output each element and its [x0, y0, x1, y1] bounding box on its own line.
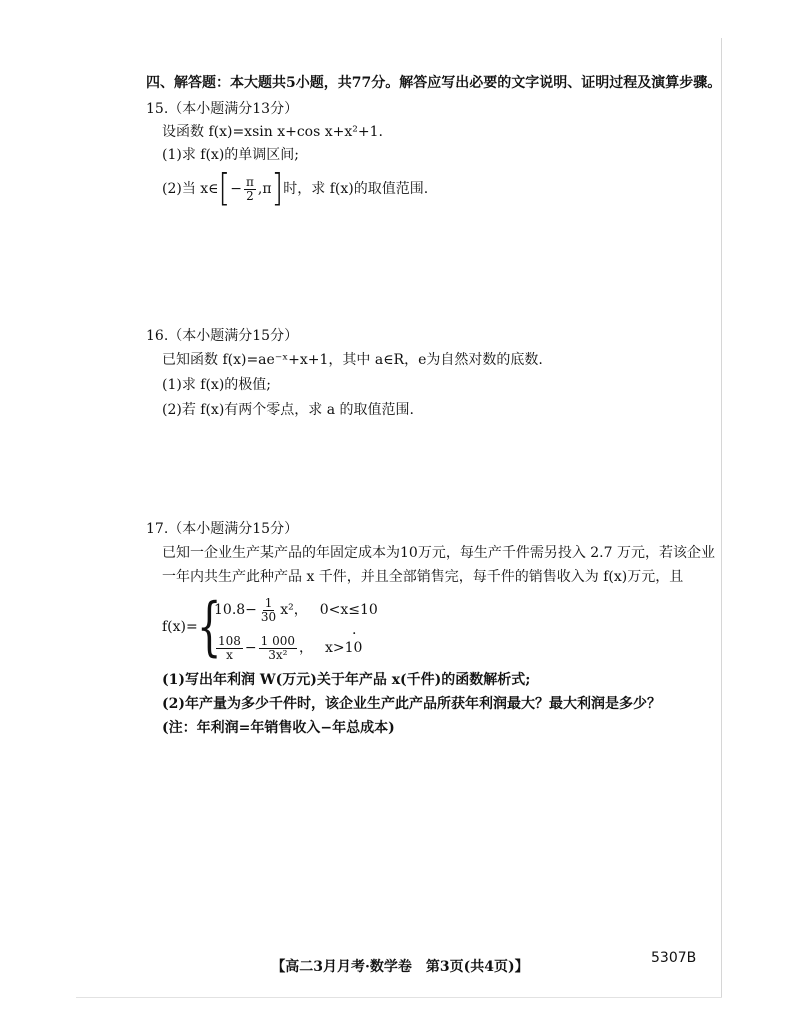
case1-expression-end: x²，	[280, 602, 308, 618]
fraction-denominator: 2	[246, 188, 254, 203]
q16-heading: 16.（本小题满分15分）	[146, 328, 299, 344]
q15-stem: 设函数 f(x)=xsin x+cos x+x²+1.	[162, 124, 383, 140]
q16-part1: (1)求 f(x)的极值;	[162, 377, 271, 393]
q17-heading: 17.（本小题满分15分）	[146, 521, 299, 537]
108-over-x-fraction	[216, 635, 243, 662]
q17-part2: (2)年产量为多少千件时，该企业生产此产品所获年利润最大？最大利润是多少？	[162, 696, 661, 712]
fraction-numerator: π	[246, 174, 254, 189]
fraction-numerator: 1 000	[260, 633, 295, 648]
piecewise-case-2	[214, 632, 362, 664]
q16-stem: 已知函数 f(x)=ae⁻ˣ+x+1，其中 a∈R，e为自然对数的底数.	[162, 352, 543, 368]
piecewise-brace: {	[197, 590, 222, 664]
interval-minus: −	[230, 181, 242, 197]
interval-right-bracket: ]	[271, 166, 284, 211]
q15-part2	[162, 166, 429, 211]
fraction-numerator: 1	[264, 595, 273, 610]
piecewise-period: .	[352, 622, 357, 638]
pi-over-2-fraction	[244, 176, 256, 203]
case2-condition: x>10	[325, 640, 363, 656]
case1-expression-start: 10.8−	[214, 602, 257, 618]
q15-part2-prefix: (2)当 x∈	[162, 181, 219, 197]
q16-part2: (2)若 f(x)有两个零点，求 a 的取值范围.	[162, 402, 414, 418]
case2-minus: −	[244, 640, 257, 656]
q17-stem-line2: 一年内共生产此种产品 x 千件，并且全部销售完，每千件的销售收入为 f(x)万元，且	[162, 569, 684, 585]
case1-condition: 0<x≤10	[319, 602, 378, 618]
page-right-edge	[721, 38, 722, 998]
1000-over-3x2-fraction	[259, 635, 297, 662]
q17-part1: (1)写出年利润 W(万元)关于年产品 x(千件)的函数解析式;	[162, 672, 531, 688]
one-thirtieth-fraction	[259, 597, 278, 624]
fraction-denominator: 3x²	[268, 647, 288, 662]
fraction-denominator: x	[226, 647, 233, 662]
q17-note: (注：年利润=年销售收入−年总成本)	[162, 720, 395, 736]
case2-comma: ，	[299, 640, 313, 656]
exam-code: 5307B	[651, 950, 697, 966]
q17-stem-line1: 已知一企业生产某产品的年固定成本为10万元，每生产千件需另投入 2.7 万元，若该企业	[162, 545, 715, 561]
section-header: 四、解答题：本大题共5小题，共77分。解答应写出必要的文字说明、证明过程及演算步骤。	[146, 75, 722, 91]
interval-upper: ,π	[257, 181, 272, 197]
page-footer: 【高二3月月考·数学卷 第3页(共4页)】	[271, 959, 529, 975]
fraction-denominator: 30	[260, 609, 277, 624]
page-bottom-edge	[76, 997, 722, 998]
q15-part1: (1)求 f(x)的单调区间;	[162, 147, 299, 163]
fraction-numerator: 108	[218, 633, 241, 648]
q15-part2-suffix: 时，求 f(x)的取值范围.	[283, 181, 429, 197]
interval-left-bracket: [	[218, 166, 231, 211]
q15-heading: 15.（本小题满分13分）	[146, 101, 299, 117]
piecewise-label: f(x)=	[162, 619, 198, 635]
